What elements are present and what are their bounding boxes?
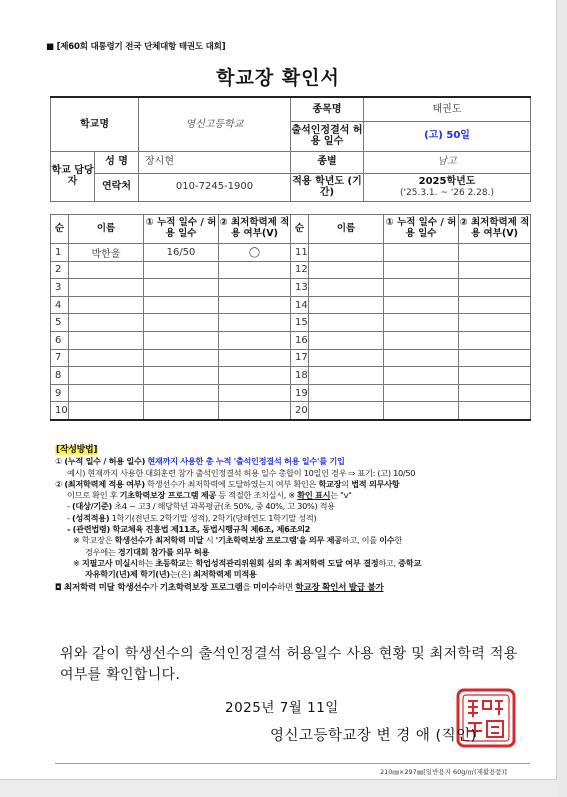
table-row (51, 314, 531, 332)
instruction-1 (55, 456, 540, 467)
days-cell: 16/50 (144, 244, 219, 262)
days-cell (384, 384, 459, 402)
scrollbar-track[interactable] (557, 0, 567, 797)
row-number: 15 (291, 314, 309, 332)
warning-text: 가 (149, 582, 160, 593)
criteria-label: (대상/기준) (71, 501, 112, 512)
table-row (51, 244, 531, 262)
applied-cell: ◯ (219, 244, 291, 262)
table-row (51, 367, 531, 385)
applied-cell (219, 279, 291, 297)
instruction-1-example: 예시) 현재까지 사용한 대회훈련 참가 출석인정결석 허용 일수 총합이 10일인 경우 ⇨ 표기: (고) 10/50 (67, 467, 416, 478)
student-name-cell (309, 261, 384, 279)
note-text: 이수 (379, 535, 395, 546)
note-text: 자유학기(년)제 학기(년) (85, 569, 170, 580)
roster-table (50, 214, 531, 421)
principal-signature: 영신고등학교장 변 경 애 (직인) (270, 728, 477, 744)
row-number: 1 (51, 244, 69, 262)
criteria-text: 학교체육 진흥법 제11조, 동법시행규칙 제6조, 제6조의2 (109, 524, 311, 535)
applied-cell (459, 314, 531, 332)
gender-label: 종별 (291, 151, 364, 173)
instruction-1-text: 현재까지 사용한 총 누적 '출석인정결석 허용 일수'를 기입 (147, 456, 345, 467)
days-cell (384, 367, 459, 385)
event-label: 종목명 (291, 97, 364, 121)
table-row (51, 402, 531, 420)
student-name-cell (69, 367, 144, 385)
student-name-cell (309, 349, 384, 367)
row-number: 4 (51, 296, 69, 314)
row-number: 9 (51, 384, 69, 402)
row-number: 6 (51, 331, 69, 349)
criteria-grades: - (성적적용) 1학기(전년도 2학기말 성적), 2학기(당해연도 1학기말 성적) (67, 512, 317, 523)
row-number: 12 (291, 261, 309, 279)
note-text: 지필고사 미실시 (81, 557, 138, 568)
header-no: 순 (51, 215, 69, 244)
row-number: 5 (51, 314, 69, 332)
warning-text: 미이수 (252, 582, 277, 593)
criteria-text: 초4 ~ 고3 / 해당학년 과목평균(초 50%, 중 40%, 고 30%) 적용 (111, 501, 335, 512)
instructions-title: [작성방법] (56, 445, 98, 455)
warning-text: 기초학력보장 프로그램 (159, 582, 243, 593)
days-cell (384, 314, 459, 332)
days-cell (144, 367, 219, 385)
event-header: ■ [제60회 대통령기 전국 단체대항 태권도 대회] (46, 42, 226, 52)
note-1 (55, 535, 540, 546)
note-text: 한 (394, 535, 403, 546)
days-cell (144, 296, 219, 314)
criteria-law: - (관련법령) 학교체육 진흥법 제11조, 동법시행규칙 제6조, 제6조의2 (67, 524, 311, 535)
student-name-cell (309, 314, 384, 332)
applied-cell (459, 331, 531, 349)
year-period: ('25.3.1. ~ '26 2.28.) (400, 187, 494, 198)
days-cell (384, 349, 459, 367)
name-label: 성 명 (95, 151, 139, 173)
criteria-label: (관련법령) (72, 524, 110, 535)
criteria-label: (성적적용) (71, 512, 110, 523)
applied-cell (219, 349, 291, 367)
row-number: 20 (291, 402, 309, 420)
student-name-cell (69, 296, 144, 314)
note-text: 는 (185, 557, 196, 568)
student-name-cell (69, 349, 144, 367)
instruction-2-text: 법적 의무사항 (351, 478, 400, 489)
instruction-1-label: (누적 일수 / 허용 일수) (64, 456, 146, 467)
box-icon: ◘ (55, 582, 62, 593)
note-text: ※ 학교장은 (73, 535, 115, 546)
row-number: 16 (291, 331, 309, 349)
name-value: 장시현 (139, 151, 291, 173)
instruction-2-text: 확인 표시 (297, 490, 331, 501)
student-name-cell (309, 296, 384, 314)
table-row (51, 261, 531, 279)
days-cell (144, 402, 219, 420)
note-text: 중학교 (398, 557, 421, 568)
days-cell (384, 244, 459, 262)
note-text: 학생선수가 최저학력 미달 (114, 535, 204, 546)
applied-cell (459, 349, 531, 367)
header-applied: ② 최저학력제 적용 여부(V) (219, 215, 291, 244)
applied-cell (219, 384, 291, 402)
header-no: 순 (291, 215, 309, 244)
student-name-cell (309, 384, 384, 402)
school-label: 학교명 (51, 97, 139, 151)
warning-line (55, 583, 540, 594)
applied-cell (459, 261, 531, 279)
instruction-2-label: (최저학력제 적용 여부) (64, 478, 145, 489)
instructions (55, 444, 540, 594)
days-cell (384, 402, 459, 420)
info-table (50, 96, 531, 202)
contact-label: 학교 담당자 (51, 151, 95, 201)
note-text: 시 (203, 535, 216, 546)
applied-cell (219, 331, 291, 349)
note-text: ※ (73, 557, 82, 568)
year-value: 2025학년도 (418, 176, 476, 188)
header-days: ① 누적 일수 / 허용 일수 (384, 215, 459, 244)
instruction-2 (55, 479, 540, 490)
note-text: 학업성적관리위원회 심의 후 최저학력 도달 여부 결정 (195, 557, 379, 568)
header-days: ① 누적 일수 / 허용 일수 (144, 215, 219, 244)
student-name-cell (309, 331, 384, 349)
row-number: 17 (291, 349, 309, 367)
days-cell (144, 314, 219, 332)
student-name-cell (69, 331, 144, 349)
student-name-cell (69, 402, 144, 420)
applied-cell (459, 279, 531, 297)
instruction-2-line2 (55, 490, 540, 501)
quota-value: (고) 50일 (364, 121, 531, 151)
applied-cell (219, 367, 291, 385)
circled-one: ① (55, 456, 63, 467)
instruction-2-text: 기초학력보장 프로그램 제공 (119, 490, 216, 501)
circled-two: ② (55, 478, 63, 489)
instruction-2-text: 등 적절한 조치실시, ※ (216, 490, 298, 501)
page-title: 학교장 확인서 (216, 67, 340, 89)
row-number: 14 (291, 296, 309, 314)
student-name-cell (69, 261, 144, 279)
applied-cell (459, 367, 531, 385)
student-name-cell (69, 314, 144, 332)
footer-divider (55, 763, 530, 764)
gender-value: 남고 (364, 151, 531, 173)
note-2-line2 (55, 569, 540, 580)
header-applied: ② 최저학력제 적용 여부(V) (459, 215, 531, 244)
student-name-cell (309, 279, 384, 297)
row-number: 13 (291, 279, 309, 297)
student-name-cell (69, 384, 144, 402)
instruction-2-text: 학교장 (318, 478, 342, 489)
student-name-cell (309, 402, 384, 420)
issue-date: 2025년 7월 11일 (225, 700, 339, 716)
row-number: 19 (291, 384, 309, 402)
days-cell (384, 331, 459, 349)
note-text: 하고, (378, 557, 399, 568)
row-number: 8 (51, 367, 69, 385)
applied-cell (459, 402, 531, 420)
note-text: '기초학력보장 프로그램'을 의무 제공 (215, 535, 342, 546)
instruction-2-text: 의 (341, 478, 352, 489)
warning-text: 을 (242, 582, 253, 593)
warning-text: 학교장 확인서 발급 불가 (295, 582, 384, 593)
school-name: 영신고등학교 (139, 97, 291, 151)
note-text: 는(은) (169, 569, 194, 580)
student-name-cell (309, 367, 384, 385)
applied-cell (459, 244, 531, 262)
applied-cell (219, 402, 291, 420)
note-text: 경우에는 (85, 546, 118, 557)
quota-label: 출석인정결석 허용 일수 (291, 121, 364, 151)
row-number: 11 (291, 244, 309, 262)
paper-spec: 210㎜×297㎜[일반용지 60g/㎡(재활용품)] (380, 768, 507, 776)
note-text: 하고, 이를 (341, 535, 380, 546)
student-name-cell (69, 279, 144, 297)
note-2 (55, 558, 540, 569)
days-cell (384, 279, 459, 297)
days-cell (384, 296, 459, 314)
note-text: 경기대회 참가를 의무 허용 (117, 546, 210, 557)
row-number: 2 (51, 261, 69, 279)
days-cell (144, 261, 219, 279)
applied-cell (459, 384, 531, 402)
table-row (51, 384, 531, 402)
year-label: 적용 학년도 (기간) (291, 173, 364, 201)
header-name: 이름 (69, 215, 144, 244)
applied-cell (219, 261, 291, 279)
days-cell (144, 331, 219, 349)
note-text: 초등학교 (155, 557, 186, 568)
days-cell (144, 279, 219, 297)
applied-cell (219, 296, 291, 314)
table-row (51, 296, 531, 314)
applied-cell (459, 296, 531, 314)
header-name: 이름 (309, 215, 384, 244)
phone-label: 연락처 (95, 173, 139, 201)
note-text: 최저학력제 미적용 (193, 569, 257, 580)
days-cell (144, 349, 219, 367)
table-row (51, 279, 531, 297)
instruction-2-text: 이므로 확인 후 (67, 490, 120, 501)
row-number: 7 (51, 349, 69, 367)
instruction-2-text: 학생선수가 최저학력에 도달하였는지 여부 확인은 (147, 478, 319, 489)
criteria-target: - (대상/기준) 초4 ~ 고3 / 해당학년 과목평균(초 50%, 중 40%, 고 30%) 적용 (67, 501, 335, 512)
row-number: 10 (51, 402, 69, 420)
confirmation-statement: 위와 같이 학생선수의 출석인정결석 허용일수 사용 현황 및 최저학력 적용 여부를 확인합니다. (60, 646, 518, 683)
warning-text: 최저학력 미달 학생선수 (63, 582, 150, 593)
year-cell (364, 173, 531, 201)
row-number: 3 (51, 279, 69, 297)
warning-text: 하면 (276, 582, 296, 593)
instruction-2-text: 는 "v" (330, 490, 352, 501)
table-row (51, 331, 531, 349)
criteria-text: 1학기(전년도 2학기말 성적), 2학기(당해연도 1학기말 성적) (109, 512, 317, 523)
note-1-line2 (55, 547, 540, 558)
phone-value: 010-7245-1900 (139, 173, 291, 201)
row-number: 18 (291, 367, 309, 385)
note-text: 하는 (137, 557, 156, 568)
days-cell (144, 384, 219, 402)
student-name-cell (309, 244, 384, 262)
student-name-cell: 박한울 (69, 244, 144, 262)
days-cell (384, 261, 459, 279)
event-value: 태권도 (364, 97, 531, 121)
applied-cell (219, 314, 291, 332)
table-row (51, 349, 531, 367)
